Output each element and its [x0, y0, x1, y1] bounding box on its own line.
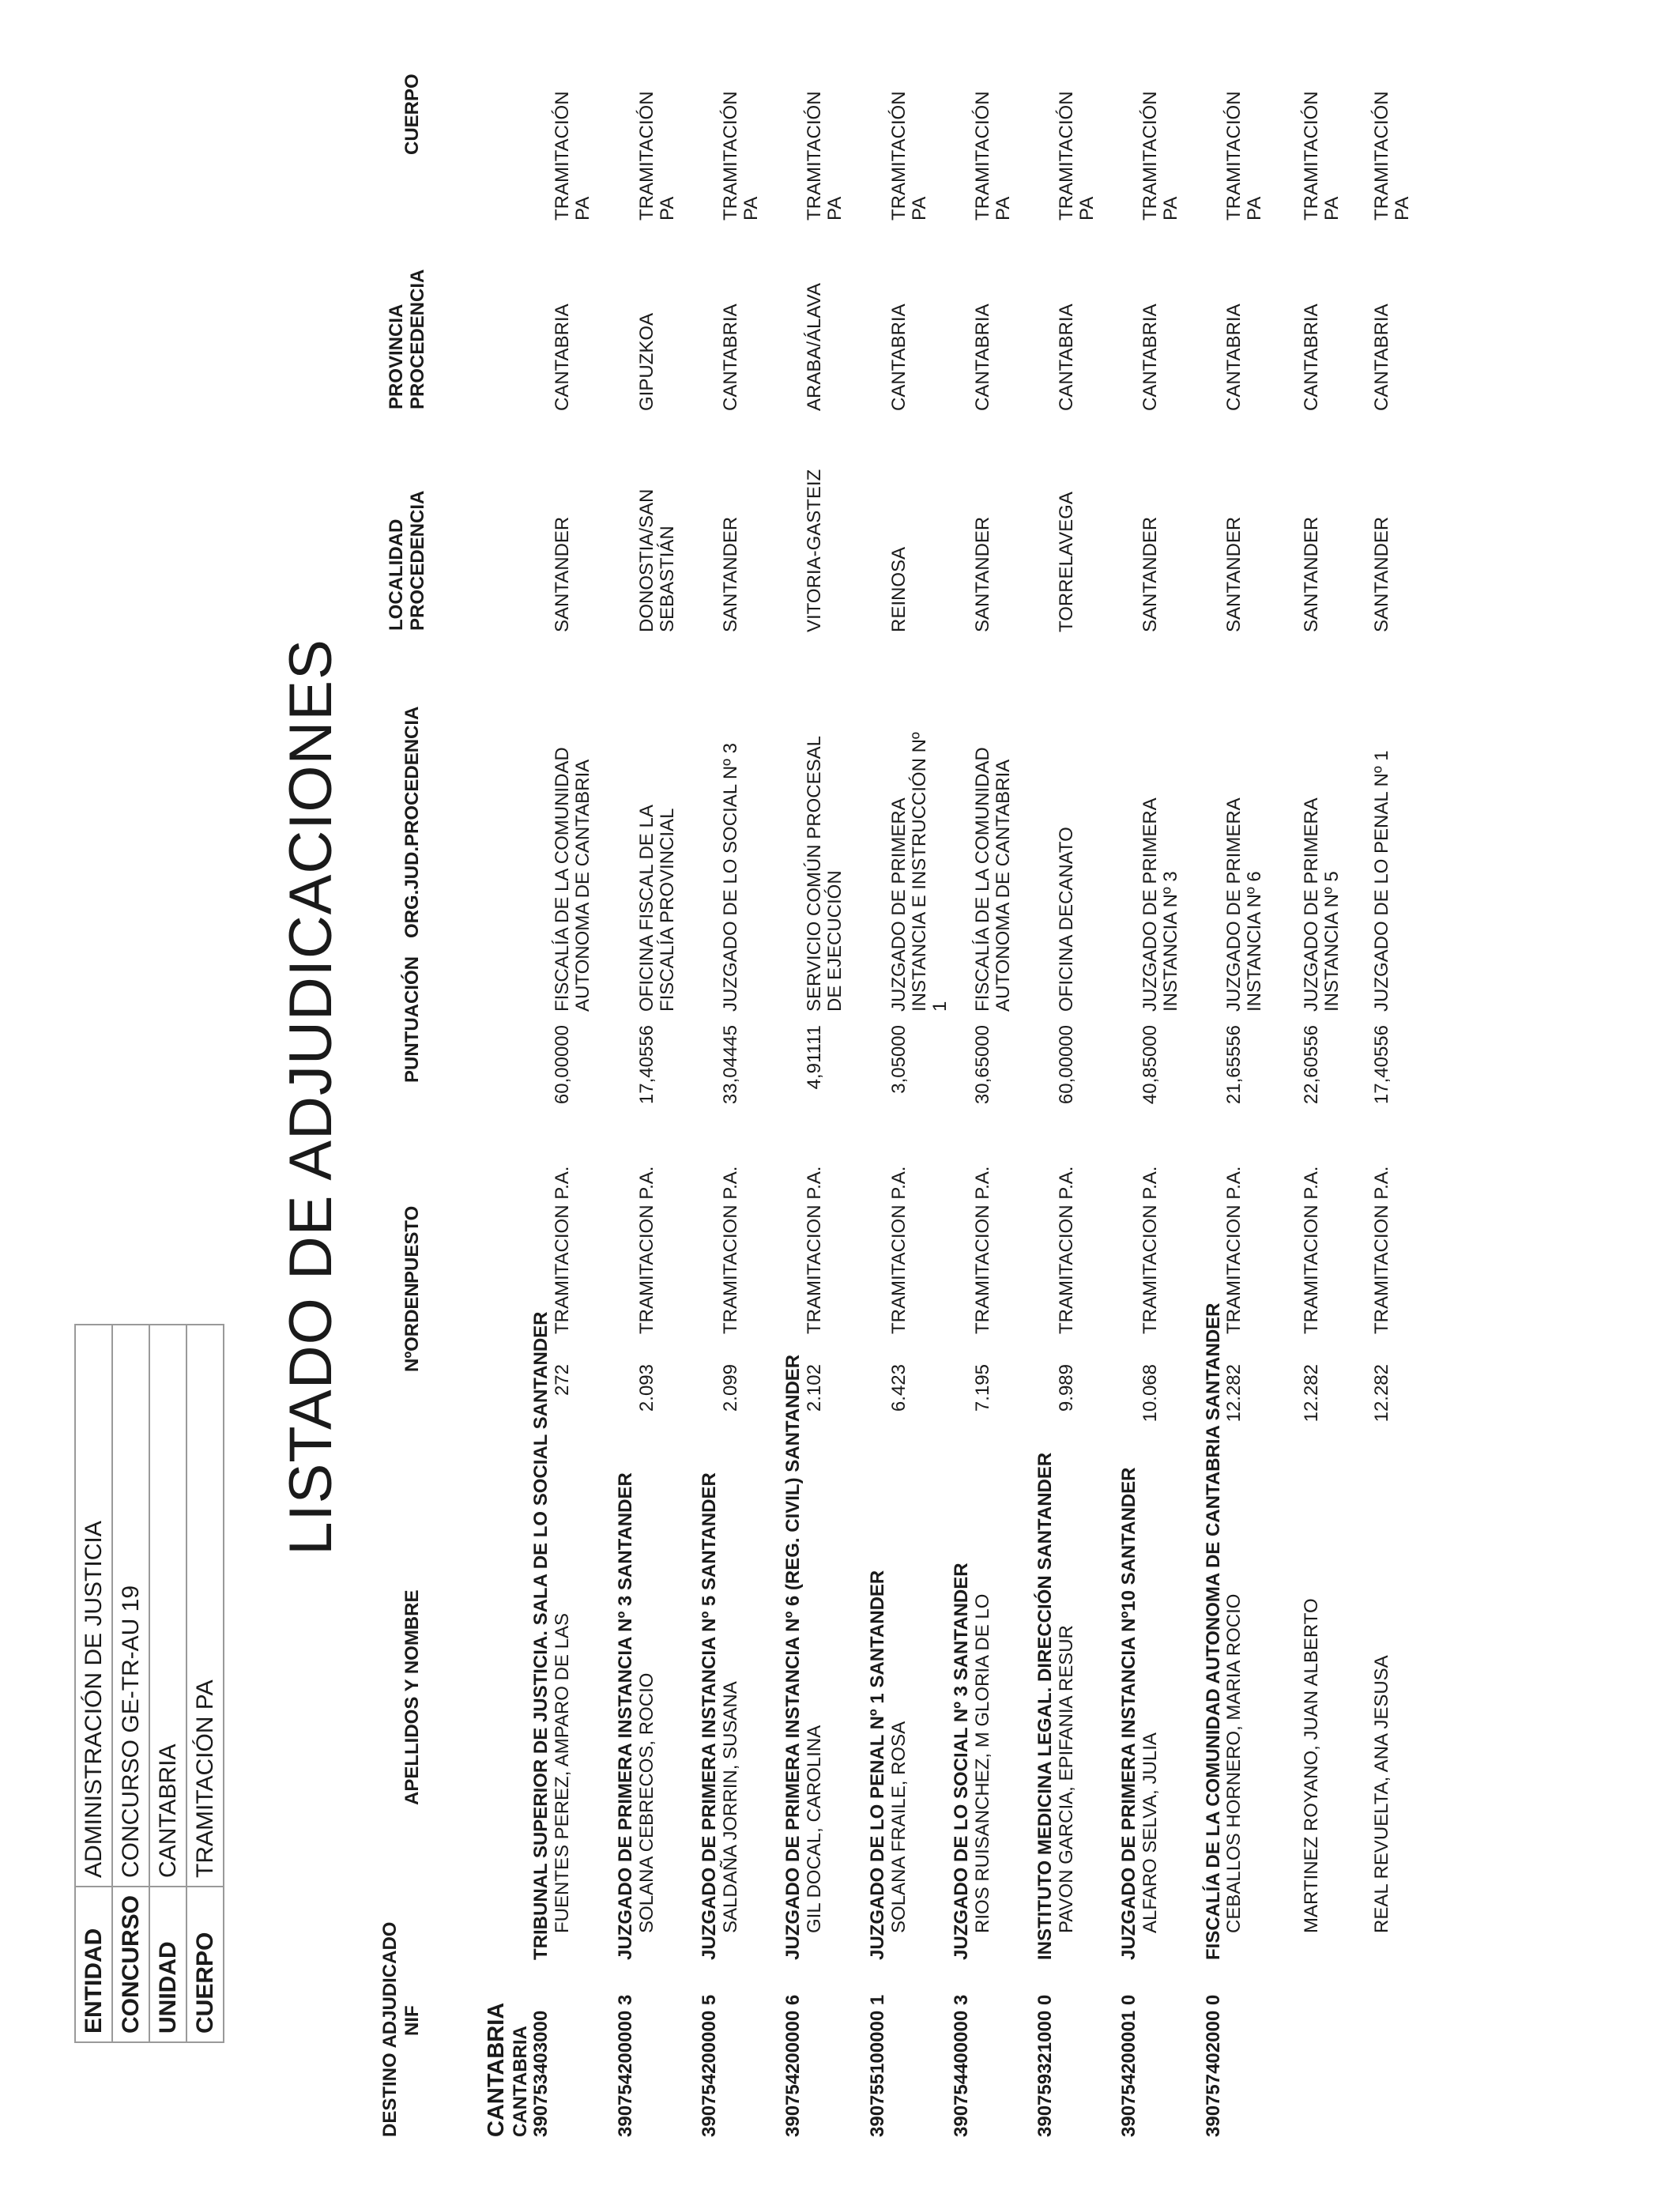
row-cuerpo: TRAMITACIÓN PA: [1139, 91, 1181, 221]
row-puntuacion: 17,40556: [636, 1025, 657, 1105]
row-puntuacion: 30,65000: [972, 1025, 993, 1105]
row-puesto: TRAMITACION P.A.: [720, 1166, 741, 1334]
row-orden: 272: [552, 1364, 573, 1397]
row-provincia: GIPUZKOA: [636, 312, 657, 411]
row-provincia: CANTABRIA: [552, 303, 573, 411]
row-puesto: TRAMITACION P.A.: [888, 1166, 910, 1334]
row-puntuacion: 22,60556: [1301, 1025, 1322, 1105]
group-name: FISCALÍA DE LA COMUNIDAD AUTONOMA DE CANTABRIA SANTANDER: [1203, 1302, 1224, 1960]
row-cuerpo: TRAMITACIÓN PA: [888, 91, 930, 221]
row-org: FISCALÍA DE LA COMUNIDAD AUTONOMA DE CANTABRIA: [552, 747, 593, 1012]
col-nif-header: NIF: [401, 2005, 423, 2036]
row-localidad: SANTANDER: [1371, 516, 1392, 632]
col-puntuacion-header: PUNTUACIÓN: [401, 956, 423, 1083]
row-provincia: CANTABRIA: [1223, 303, 1245, 411]
row-nombre: GIL DOCAL, CAROLINA: [804, 1725, 825, 1933]
row-nombre: ALFARO SELVA, JULIA: [1139, 1732, 1161, 1933]
row-puesto: TRAMITACION P.A.: [804, 1166, 825, 1334]
group-code: 390754200000 5: [699, 1994, 720, 2137]
row-org: JUZGADO DE PRIMERA INSTANCIA Nº 5: [1301, 798, 1343, 1012]
row-puesto: TRAMITACION P.A.: [552, 1166, 573, 1334]
row-puntuacion: 60,00000: [552, 1025, 573, 1105]
row-orden: 12.282: [1301, 1364, 1322, 1423]
row-org: OFICINA FISCAL DE LA FISCALÍA PROVINCIAL: [636, 805, 678, 1012]
row-puesto: TRAMITACION P.A.: [972, 1166, 993, 1334]
row-nombre: PAVON GARCIA, EPIFANIA RESUR: [1056, 1625, 1077, 1933]
info-label: ENTIDAD: [75, 1887, 112, 2042]
group-name: JUZGADO DE PRIMERA INSTANCIA Nº 6 (REG. CIVIL) SANTANDER: [782, 1354, 804, 1960]
row-puntuacion: 17,40556: [1371, 1025, 1392, 1105]
group-name: JUZGADO DE PRIMERA INSTANCIA Nº 5 SANTANDER: [699, 1472, 720, 1960]
col-cuerpo-header: CUERPO: [401, 74, 423, 155]
row-org: JUZGADO DE PRIMERA INSTANCIA Nº 3: [1139, 798, 1181, 1012]
row-puesto: TRAMITACION P.A.: [1139, 1166, 1161, 1334]
group-code: 390754200001 0: [1118, 1994, 1139, 2137]
row-cuerpo: TRAMITACIÓN PA: [552, 91, 593, 221]
group-code: 390759321000 0: [1034, 1994, 1056, 2137]
row-localidad: SANTANDER: [1223, 516, 1245, 632]
row-provincia: CANTABRIA: [888, 303, 910, 411]
row-nombre: CEBALLOS HORNERO, MARIA ROCIO: [1223, 1593, 1245, 1933]
row-nombre: SALDAÑA JORRIN, SUSANA: [720, 1681, 741, 1933]
row-org: JUZGADO DE PRIMERA INSTANCIA Nº 6: [1223, 798, 1265, 1012]
group-name: TRIBUNAL SUPERIOR DE JUSTICIA. SALA DE LO SOCIAL SANTANDER: [530, 1311, 552, 1960]
col-puesto-header: PUESTO: [401, 1205, 423, 1284]
info-value: CANTABRIA: [149, 1325, 186, 1887]
row-localidad: DONOSTIA/SAN SEBASTIÁN: [636, 488, 678, 632]
row-cuerpo: TRAMITACIÓN PA: [804, 91, 846, 221]
region-heading: CANTABRIA: [484, 2002, 509, 2137]
group-name: JUZGADO DE PRIMERA INSTANCIA Nº 3 SANTANDER: [615, 1472, 636, 1960]
row-org: JUZGADO DE PRIMERA INSTANCIA E INSTRUCCIÓN Nº 1: [888, 732, 951, 1012]
row-cuerpo: TRAMITACIÓN PA: [1371, 91, 1413, 221]
row-localidad: SANTANDER: [1139, 516, 1161, 632]
row-nombre: MARTINEZ ROYANO, JUAN ALBERTO: [1301, 1598, 1322, 1933]
row-orden: 2.099: [720, 1364, 741, 1412]
info-row: [149, 1325, 186, 2042]
row-localidad: SANTANDER: [1301, 516, 1322, 632]
group-name: INSTITUTO MEDICINA LEGAL. DIRECCIÓN SANTANDER: [1034, 1452, 1056, 1960]
row-localidad: VITORIA-GASTEIZ: [804, 469, 825, 632]
col-localidad-header: LOCALIDAD PROCEDENCIA: [386, 490, 428, 631]
group-code: 390755100000 1: [867, 1994, 888, 2137]
row-puesto: TRAMITACION P.A.: [1056, 1166, 1077, 1334]
row-puntuacion: 40,85000: [1139, 1025, 1161, 1105]
group-name: JUZGADO DE LO SOCIAL Nº 3 SANTANDER: [951, 1563, 972, 1960]
row-provincia: CANTABRIA: [1371, 303, 1392, 411]
row-provincia: ARABA/ÁLAVA: [804, 283, 825, 411]
row-org: JUZGADO DE LO SOCIAL Nº 3: [720, 743, 741, 1012]
group-code: 390753403000: [530, 2010, 552, 2137]
row-provincia: CANTABRIA: [1056, 303, 1077, 411]
info-label: UNIDAD: [149, 1887, 186, 2042]
row-localidad: SANTANDER: [720, 516, 741, 632]
info-value: ADMINISTRACIÓN DE JUSTICIA: [75, 1325, 112, 1887]
row-puesto: TRAMITACION P.A.: [1371, 1166, 1392, 1334]
col-org-header: ORG.JUD.PROCEDENCIA: [401, 706, 423, 938]
row-cuerpo: TRAMITACIÓN PA: [720, 91, 762, 221]
info-value: CONCURSO GE-TR-AU 19: [112, 1325, 149, 1887]
info-row: [75, 1325, 112, 2042]
info-label: CUERPO: [186, 1887, 224, 2042]
row-orden: 10.068: [1139, 1364, 1161, 1423]
subregion-heading: CANTABRIA: [510, 2026, 531, 2137]
row-localidad: SANTANDER: [972, 516, 993, 632]
row-orden: 12.282: [1223, 1364, 1245, 1423]
document-title: LISTADO DE ADJUDICACIONES: [277, 639, 345, 1555]
row-orden: 7.195: [972, 1364, 993, 1412]
row-provincia: CANTABRIA: [972, 303, 993, 411]
row-puesto: TRAMITACION P.A.: [636, 1166, 657, 1334]
row-nombre: RIOS RUISANCHEZ, M GLORIA DE LO: [972, 1593, 993, 1933]
row-orden: 9.989: [1056, 1364, 1077, 1412]
info-row: [186, 1325, 224, 2042]
row-nombre: FUENTES PEREZ, AMPARO DE LAS: [552, 1613, 573, 1933]
row-orden: 2.093: [636, 1364, 657, 1412]
info-value: TRAMITACIÓN PA: [186, 1325, 224, 1887]
col-destino-header: DESTINO ADJUDICADO: [379, 1921, 401, 2137]
col-norden-header: NºORDEN: [401, 1283, 423, 1372]
row-cuerpo: TRAMITACIÓN PA: [1056, 91, 1098, 221]
group-code: 390754200000 6: [782, 1994, 804, 2137]
row-orden: 2.102: [804, 1364, 825, 1412]
row-puntuacion: 21,65556: [1223, 1025, 1245, 1105]
row-nombre: REAL REVUELTA, ANA JESUSA: [1371, 1655, 1392, 1933]
info-row: [112, 1325, 149, 2042]
col-provincia-header: PROVINCIA PROCEDENCIA: [386, 269, 428, 409]
row-cuerpo: TRAMITACIÓN PA: [1223, 91, 1265, 221]
group-code: 390754400000 3: [951, 1994, 972, 2137]
row-cuerpo: TRAMITACIÓN PA: [636, 91, 678, 221]
row-orden: 6.423: [888, 1364, 910, 1412]
row-cuerpo: TRAMITACIÓN PA: [1301, 91, 1343, 221]
row-puntuacion: 60,00000: [1056, 1025, 1077, 1105]
row-provincia: CANTABRIA: [720, 303, 741, 411]
row-localidad: TORRELAVEGA: [1056, 492, 1077, 632]
row-puesto: TRAMITACION P.A.: [1223, 1166, 1245, 1334]
col-apellidos-header: APELLIDOS Y NOMBRE: [401, 1589, 423, 1805]
row-puntuacion: 33,04445: [720, 1025, 741, 1105]
row-puesto: TRAMITACION P.A.: [1301, 1166, 1322, 1334]
row-puntuacion: 3,05000: [888, 1025, 910, 1094]
row-provincia: CANTABRIA: [1139, 303, 1161, 411]
row-orden: 12.282: [1371, 1364, 1392, 1423]
row-provincia: CANTABRIA: [1301, 303, 1322, 411]
group-name: JUZGADO DE LO PENAL Nº 1 SANTANDER: [867, 1570, 888, 1960]
row-puntuacion: 4,91111: [804, 1025, 825, 1090]
row-org: FISCALÍA DE LA COMUNIDAD AUTONOMA DE CANTABRIA: [972, 747, 1014, 1012]
row-nombre: SOLANA FRAILE, ROSA: [888, 1721, 910, 1933]
row-localidad: SANTANDER: [552, 516, 573, 632]
row-org: SERVICIO COMÚN PROCESAL DE EJECUCIÓN: [804, 736, 846, 1012]
row-localidad: REINOSA: [888, 546, 910, 632]
group-code: 390754200000 3: [615, 1994, 636, 2137]
row-org: JUZGADO DE LO PENAL Nº 1: [1371, 750, 1392, 1012]
info-label: CONCURSO: [112, 1887, 149, 2042]
row-cuerpo: TRAMITACIÓN PA: [972, 91, 1014, 221]
row-nombre: SOLANA CEBRECOS, ROCIO: [636, 1672, 657, 1933]
row-org: OFICINA DECANATO: [1056, 827, 1077, 1012]
group-name: JUZGADO DE PRIMERA INSTANCIA Nº10 SANTANDER: [1118, 1467, 1139, 1960]
group-code: 390757402000 0: [1203, 1994, 1224, 2137]
header-info-table: [74, 1324, 224, 2043]
